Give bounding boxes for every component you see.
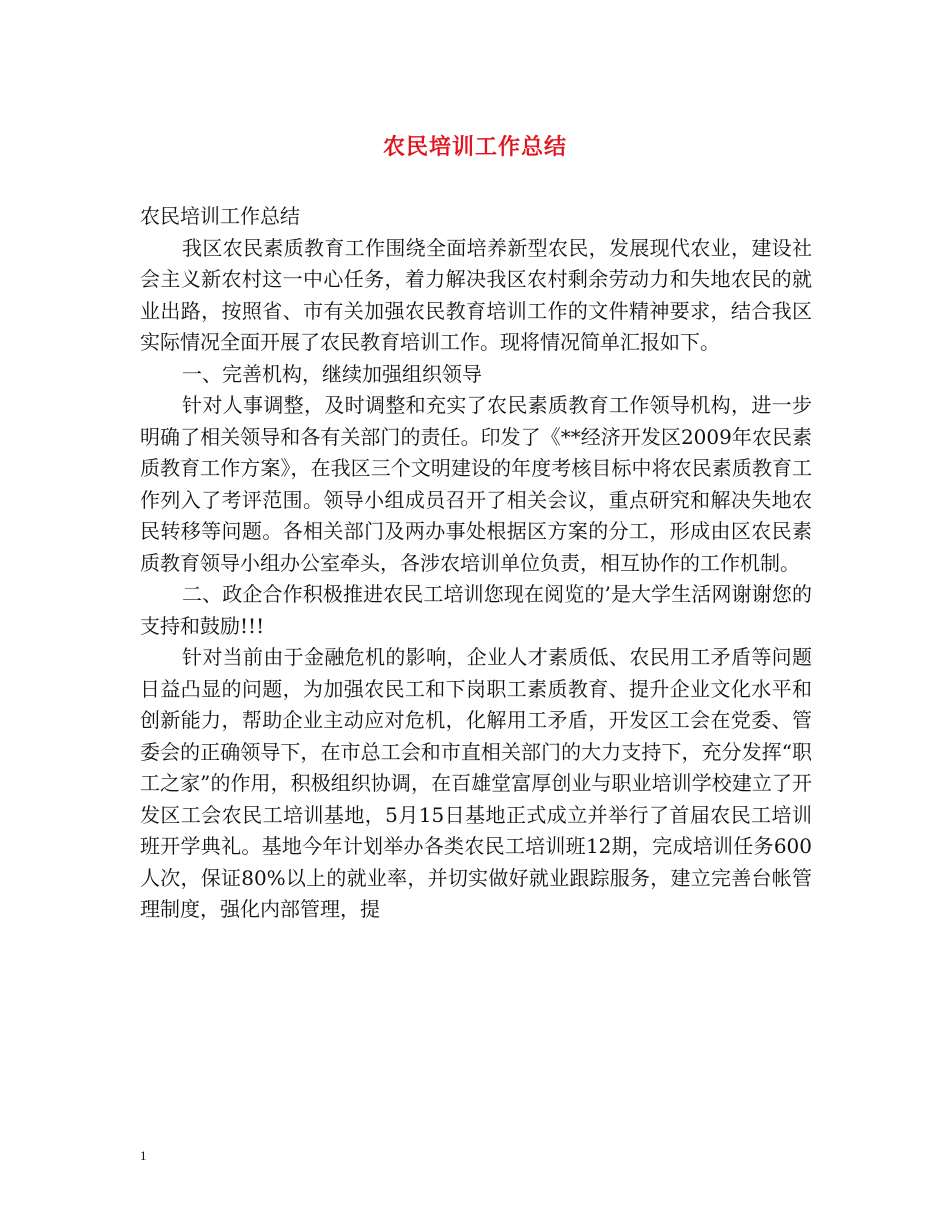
paragraph-intro: 我区农民素质教育工作围绕全面培养新型农民，发展现代农业，建设社会主义新农村这一中心任务，着力解决我区农村剩余劳动力和失地农民的就业出路，按照省、市有关加强农民教育培训工作的文件精神要求，结合我区实际情况全面开展了农民教育培训工作。现将情况简单汇报如下。 xyxy=(140,235,812,354)
document-title: 农民培训工作总结 xyxy=(382,135,567,160)
body-heading: 农民培训工作总结 xyxy=(140,204,300,228)
paragraph-section-1: 针对人事调整，及时调整和充实了农民素质教育工作领导机构，进一步明确了相关领导和各有关部门的责任。印发了《**经济开发区2009年农民素质教育工作方案》，在我区三个文明建设的年度考核目标中将农民素质教育工作列入了考评范围。领导小组成员召开了相关会议，重点研究和解决失地农民转移等问题。各相关部门及两办事处根据区方案的分工，形成由区农民素质教育领导小组办公室牵头，各涉农培训单位负责，相互协作的工作机制。 xyxy=(140,393,812,575)
section-heading-1: 一、完善机构，继续加强组织领导 xyxy=(182,361,482,386)
section-heading-2: 二、政企合作积极推进农民工培训您现在阅览的’是大学生活网谢谢您的支持和鼓励!!! xyxy=(140,582,812,638)
paragraph-section-2: 针对当前由于金融危机的影响，企业人才素质低、农民用工矛盾等问题日益凸显的问题，为加强农民工和下岗职工素质教育、提升企业文化水平和创新能力，帮助企业主动应对危机，化解用工矛盾，开发区工会在党委、管委会的正确领导下，在市总工会和市直相关部门的大力支持下，充分发挥“职工之家”的作用，积极组织协调，在百雄堂富厚创业与职业培训学校建立了开发区工会农民工培训基地，5月15日基地正式成立并举行了首届农民工培训班开学典礼。基地今年计划举办各类农民工培训班12期，完成培训任务600人次，保证80%以上的就业率，并切实做好就业跟踪服务，建立完善台帐管理制度，强化内部管理，提 xyxy=(140,645,812,921)
page-number: 1 xyxy=(140,1148,147,1163)
document-body xyxy=(140,201,812,926)
